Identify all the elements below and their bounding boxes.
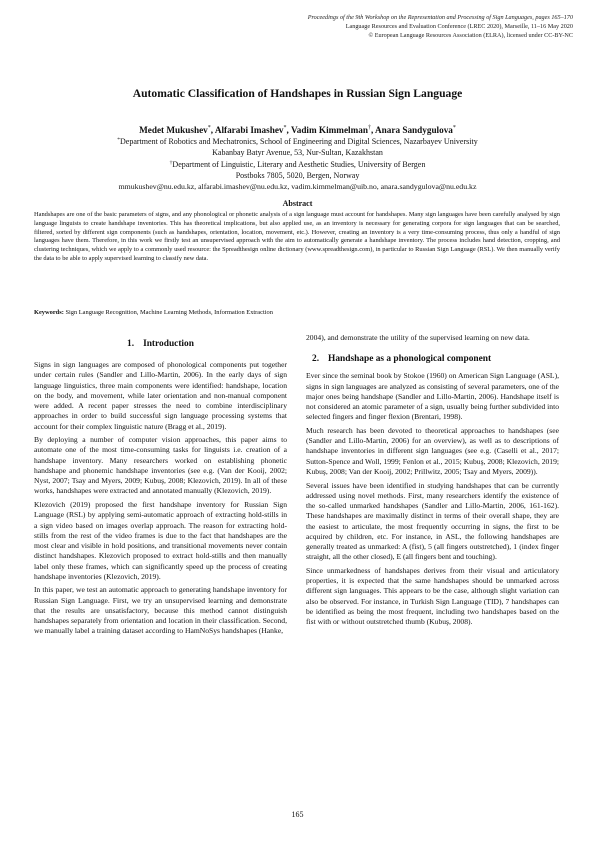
affiliation-mark: * [117,137,121,143]
paragraph: Several issues have been identified in studying handshapes that can be currently addressed using novel methods. First, many researchers identify the existence of the so-called unmarked handshapes (Sandler and Lillo-Martin, 2006, 161-162). These handshapes are maximally distinct in terms of their overall shape, they are the easiest to articulate, the most frequently occurring in signs, the first to be acquired by children, etc. For instance, in ASL, the following handshapes are generally treated as unmarked: A (fist), 5 (all fingers outstretched), 1 (index finger straight, all the other closed), E (all fingers bent and touching). [306,480,559,562]
paragraph: Much research has been devoted to theoretical approaches to handshapes (see (Sandler and Lillo-Martin, 2006) for an overview), as well as to descriptions of handshape inventories in different sign languages (see e.g. (Caselli et al., 2017; Sutton-Spence and Woll, 1999; Fenlon et al., 2015; Kubuş, 2008; Klezovich, 2019; Kubuş, 2008; Van der Kooij, 2002; Prillwitz, 2005; Tsay and Myers, 2009)). [306,425,559,476]
affiliations [30,135,565,192]
affiliation-2-address: Postboks 7805, 5020, Bergen, Norway [235,171,360,180]
header-line-3: © European Language Resources Association (ELRA), licensed under CC-BY-NC [368,31,573,39]
author-list: Medet Mukushev*, Alfarabi Imashev*, Vadim Kimmelman†, Anara Sandygulova* [139,125,456,135]
author-name: Alfarabi Imashev [214,125,284,135]
keywords-label: Keywords: [34,309,64,316]
author-mark: † [367,125,371,131]
paragraph: Since unmarkedness of handshapes derives from their visual and articulatory properties, it is expected that the same handshapes should be unmarked across different sign languages. This appears to be the case, although slight variation can also be observed. For instance, in Turkish Sign Language (TID), 7 handshapes can be identified as being the most frequent, including two handshapes based on the fist with or without outstretched thumb (Kubuş, 2008). [306,565,559,627]
page-number: 165 [291,810,304,819]
paragraph: In this paper, we test an automatic approach to generating handshape inventory for Russian Sign Language. First, we try an unsupervised learning and demonstrate that the results are unsatisfactory, because this method cannot distinguish handshapes separately from orientation and location in their classification. Second, we manually label a training dataset according to HamNoSys handshapes (Hanke, [34,585,287,636]
proceedings-header [173,14,573,40]
section-heading [312,353,559,365]
abstract-heading: Abstract [282,199,313,208]
paragraph: Klezovich (2019) proposed the first handshape inventory for Russian Sign Language (RSL) by applying semi-automatic approach of extracting hold-stills in a sign video based on images overlap approach. The reason for extracting hold-stills from the rest of the video frames is due to the fact that handshapes are the most clear and visible in hold positions, and transitional movements never contain distinct handshapes. Klezovich proposed to extract hold-stills and then manually label only these frames, which can significantly speed up the process of creating handshape inventories (Klezovich, 2019). [34,500,287,581]
right-column [306,333,559,631]
affiliation-mark: † [169,160,173,166]
affiliation-2: Department of Linguistic, Literary and Aesthetic Studies, University of Bergen [172,160,426,169]
author-name: Vadim Kimmelman [290,125,368,135]
keywords [34,309,560,318]
paragraph: Signs in sign languages are composed of phonological components put together under certain rules (Sandler and Lillo-Martin, 2006). In the early days of sign language linguistics, three main components were identified: handshape, location on the body, and movement, while later orientation and non-manual component were added. A recent paper stresses the need to combine interdisciplinary approaches in order to build successful sign language processing systems that account for their complex linguistic nature (Bragg et al., 2019). [34,360,287,431]
paper-title: Automatic Classification of Handshapes in Russian Sign Language [132,87,463,100]
left-column [34,338,287,640]
author-emails: mmukushev@nu.edu.kz, alfarabi.imashev@nu.edu.kz, vadim.kimmelman@uib.no, anara.sandygulova@nu.edu.kz [118,182,477,191]
paragraph: By deploying a number of computer vision approaches, this paper aims to automate one of the most time-consuming tasks for linguists i.e. creation of a handshape inventory. Many researchers worked on establishing phonetic handshape and phonemic handshape inventories (see e.g. (Van der Kooij, 2002; Nyst, 2007; Tsay and Myers, 2009; Kubuş, 2008; Klezovich, 2019). In all of these works, handshapes were extracted and annotated manually (Klezovich, 2019). [34,435,287,496]
affiliation-1: Department of Robotics and Mechatronics, School of Engineering and Digital Sciences, Nazarbayev University [120,137,478,146]
header-line-2: Language Resources and Evaluation Conference (LREC 2020), Marseille, 11–16 May 2020 [345,22,573,30]
affiliation-1-address: Kabanbay Batyr Avenue, 53, Nur-Sultan, Kazakhstan [212,148,383,157]
abstract-text: Handshapes are one of the basic parameters of signs, and any phonological or phonetic analysis of a sign language must account for handshapes. Many sign languages have been carefully analysed by sign language linguists to create handshape inventories. This has theoretical implications, but also applied use, as an inventory is necessary for generating corpora for sign languages that can be searched, filtered, sorted by different sign components (such as handshapes, orientation, location, movement, etc.). However, creating an inventory is a very time-consuming process, thus only a handful of sign languages have them. Therefore, in this work we firstly test an unsupervised approach with the aim to automatically generate a handshape inventory. The process includes hand detection, cropping, and clustering techniques, which we apply to a commonly used resource: the Spreadthesign online dictionary (www.spreadthesign.com), in particular to Russian Sign Language (RSL). We then manually verify the data to be able to apply supervised learning to classify new data. [34,211,560,262]
keywords-text: Sign Language Recognition, Machine Learning Methods, Information Extraction [65,309,273,316]
section-heading [34,338,287,350]
section-number: 1. [127,339,135,349]
author-mark: * [207,125,211,131]
author-mark: * [452,125,456,131]
paragraph: 2004), and demonstrate the utility of the supervised learning on new data. [306,333,530,342]
author-name: Anara Sandygulova [375,125,453,135]
author-mark: * [283,125,287,131]
author-name: Medet Mukushev [139,125,208,135]
section-number: 2. [312,354,320,365]
header-line-1: Proceedings of the 9th Workshop on the Representation and Processing of Sign Languages, pages 165–170 [307,14,573,21]
paragraph: Ever since the seminal book by Stokoe (1960) on American Sign Language (ASL), signs in sign languages are analyzed as consisting of several parameters, one of the major ones being handshape (Sandler and Lillo-Martin, 2006). Handshape itself is not considered an atomic parameter of a sign, usually being further subdivided into selected fingers and finger flexion (Brentari, 1998). [306,371,559,422]
section-title: Handshape as a phonological component [328,354,492,365]
section-title: Introduction [143,339,194,349]
